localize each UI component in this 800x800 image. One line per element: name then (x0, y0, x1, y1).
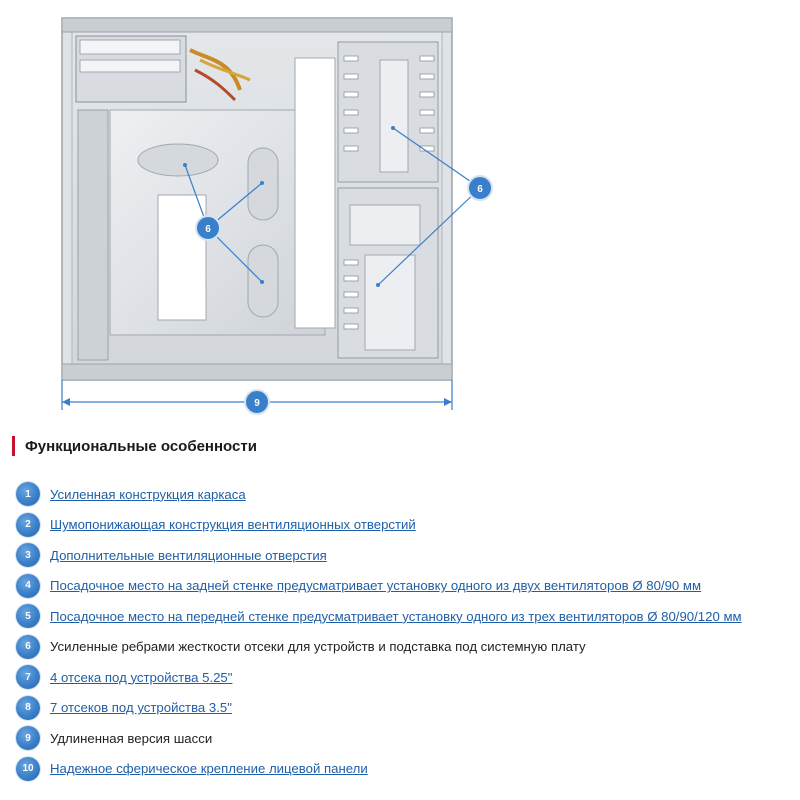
list-item (16, 693, 742, 724)
feature-link[interactable]: Посадочное место на задней стенке предусматривает установку одного из двух вентиляторов Ø 80/90 мм (50, 578, 702, 594)
feature-link[interactable]: Надежное сферическое крепление лицевой панели (50, 761, 368, 777)
feature-link[interactable]: Шумопонижающая конструкция вентиляционных отверстий (50, 517, 416, 533)
number-badge: 1 (16, 482, 40, 506)
list-item (16, 571, 742, 602)
callout-label: 6 (477, 184, 483, 195)
list-item (16, 723, 742, 754)
callout-badge-6b (468, 176, 492, 200)
feature-link[interactable]: 4 отсека под устройства 5.25" (50, 669, 233, 685)
callout-badge-9 (245, 390, 269, 414)
feature-link[interactable]: Усиленная конструкция каркаса (50, 486, 246, 502)
list-item (16, 601, 742, 632)
callout-badge-6a (196, 216, 220, 240)
callout-label: 9 (254, 398, 260, 409)
feature-text: Усиленные ребрами жесткости отсеки для устройств и подставка под системную плату (50, 639, 586, 655)
number-badge: 3 (16, 543, 40, 567)
feature-link[interactable]: Посадочное место на передней стенке предусматривает установку одного из трех вентиляторов Ø 80/90/120 мм (50, 608, 742, 624)
number-badge: 10 (16, 757, 40, 781)
heading-accent-bar (12, 436, 15, 456)
list-item (16, 754, 742, 785)
list-item (16, 479, 742, 510)
number-badge: 4 (16, 574, 40, 598)
number-badge: 6 (16, 635, 40, 659)
list-item (16, 632, 742, 663)
number-badge: 9 (16, 726, 40, 750)
feature-text: Удлиненная версия шасси (50, 730, 213, 746)
list-item (16, 510, 742, 541)
list-item (16, 540, 742, 571)
number-badge: 8 (16, 696, 40, 720)
number-badge: 5 (16, 604, 40, 628)
list-item (16, 662, 742, 693)
number-badge: 2 (16, 513, 40, 537)
feature-list (16, 479, 742, 784)
section-title: Функциональные особенности (25, 437, 257, 455)
section-heading (12, 436, 257, 456)
callout-label: 6 (205, 224, 211, 235)
feature-link[interactable]: Дополнительные вентиляционные отверстия (50, 547, 327, 563)
feature-link[interactable]: 7 отсеков под устройства 3.5" (50, 700, 232, 716)
number-badge: 7 (16, 665, 40, 689)
